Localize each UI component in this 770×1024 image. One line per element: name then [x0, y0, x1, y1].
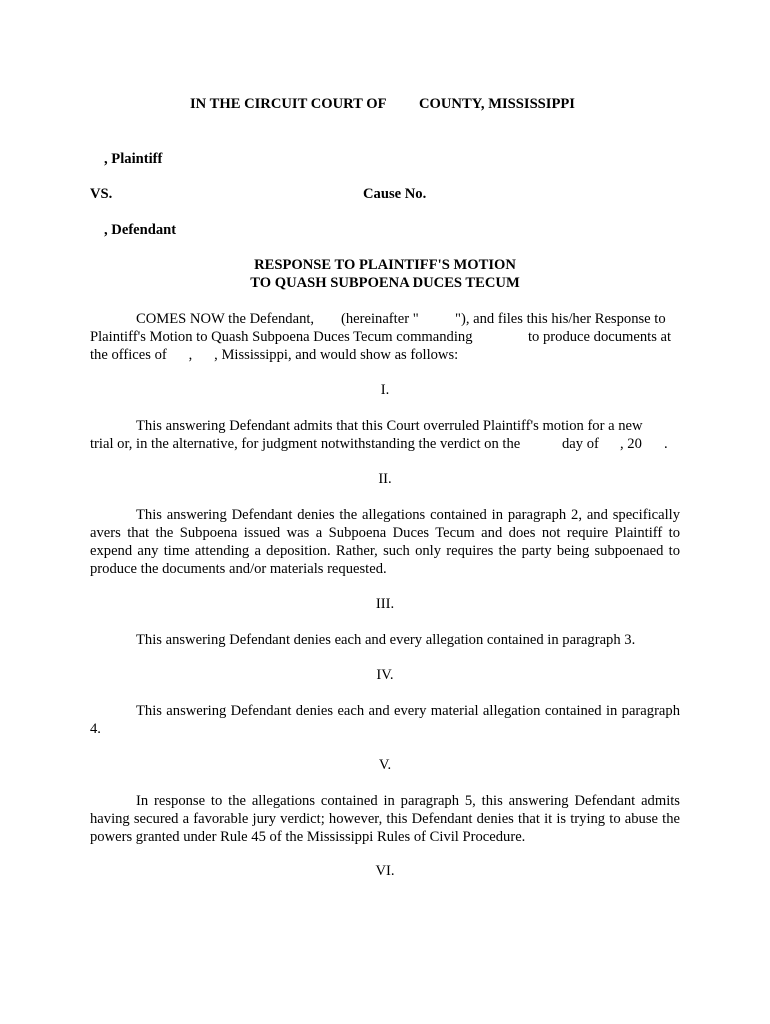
section-II-paragraph [90, 506, 680, 578]
section-I-line2-d: . [664, 436, 668, 452]
section-IV-text: This answering Defendant denies each and every material allegation contained in paragraph 4. [90, 703, 680, 737]
section-heading-IV: IV. [376, 667, 394, 683]
cause-number-label: Cause No. [363, 186, 427, 202]
intro-line1-a: COMES NOW the Defendant, [136, 311, 315, 327]
section-heading-I: I. [380, 382, 390, 398]
vs-label: VS. [90, 186, 113, 202]
section-heading-VI: VI. [375, 863, 395, 879]
section-heading-V: V. [378, 757, 392, 773]
document-title-line2: TO QUASH SUBPOENA DUCES TECUM [250, 275, 520, 291]
intro-line1-b: (hereinafter " [341, 311, 419, 327]
defendant-line: , Defendant [104, 222, 177, 238]
section-heading-III: III. [375, 596, 395, 612]
section-V-text: In response to the allegations contained in paragraph 5, this answering Defendant admits having secured a favorable jury verdict; however, this Defendant denies that it is trying to abuse the powers granted under Rule 45 of the Mississippi Rules of Civil Procedure. [90, 793, 680, 845]
section-I-line2-b: day of [562, 436, 599, 452]
intro-line1-c: "), and files this his/her Response to [455, 311, 666, 327]
plaintiff-line: , Plaintiff [104, 151, 163, 167]
court-header-right: COUNTY, MISSISSIPPI [419, 96, 575, 112]
section-heading-II: II. [378, 471, 392, 487]
section-I-line2-c: , 20 [620, 436, 642, 452]
section-I-line2-a: trial or, in the alternative, for judgment notwithstanding the verdict on the [90, 436, 521, 452]
section-V-paragraph [90, 792, 680, 846]
document-title-line1: RESPONSE TO PLAINTIFF'S MOTION [254, 257, 516, 273]
section-IV-paragraph [90, 702, 680, 738]
section-II-text: This answering Defendant denies the allegations contained in paragraph 2, and specifically avers that the Subpoena issued was a Subpoena Duces Tecum and does not require Plaintiff to expend any time attending a deposition. Rather, such only requires the party being subpoenaed to produce the documents and/or materials requested. [90, 507, 680, 577]
intro-line3: the offices of , , Mississippi, and would show as follows: [90, 347, 459, 363]
section-I-line1: This answering Defendant admits that this Court overruled Plaintiff's motion for a new [136, 418, 643, 434]
court-header-left: IN THE CIRCUIT COURT OF [190, 96, 387, 112]
intro-line2-a: Plaintiff's Motion to Quash Subpoena Duces Tecum commanding [90, 329, 473, 345]
section-III-text: This answering Defendant denies each and every allegation contained in paragraph 3. [136, 632, 636, 648]
intro-line2-b: to produce documents at [528, 329, 672, 345]
